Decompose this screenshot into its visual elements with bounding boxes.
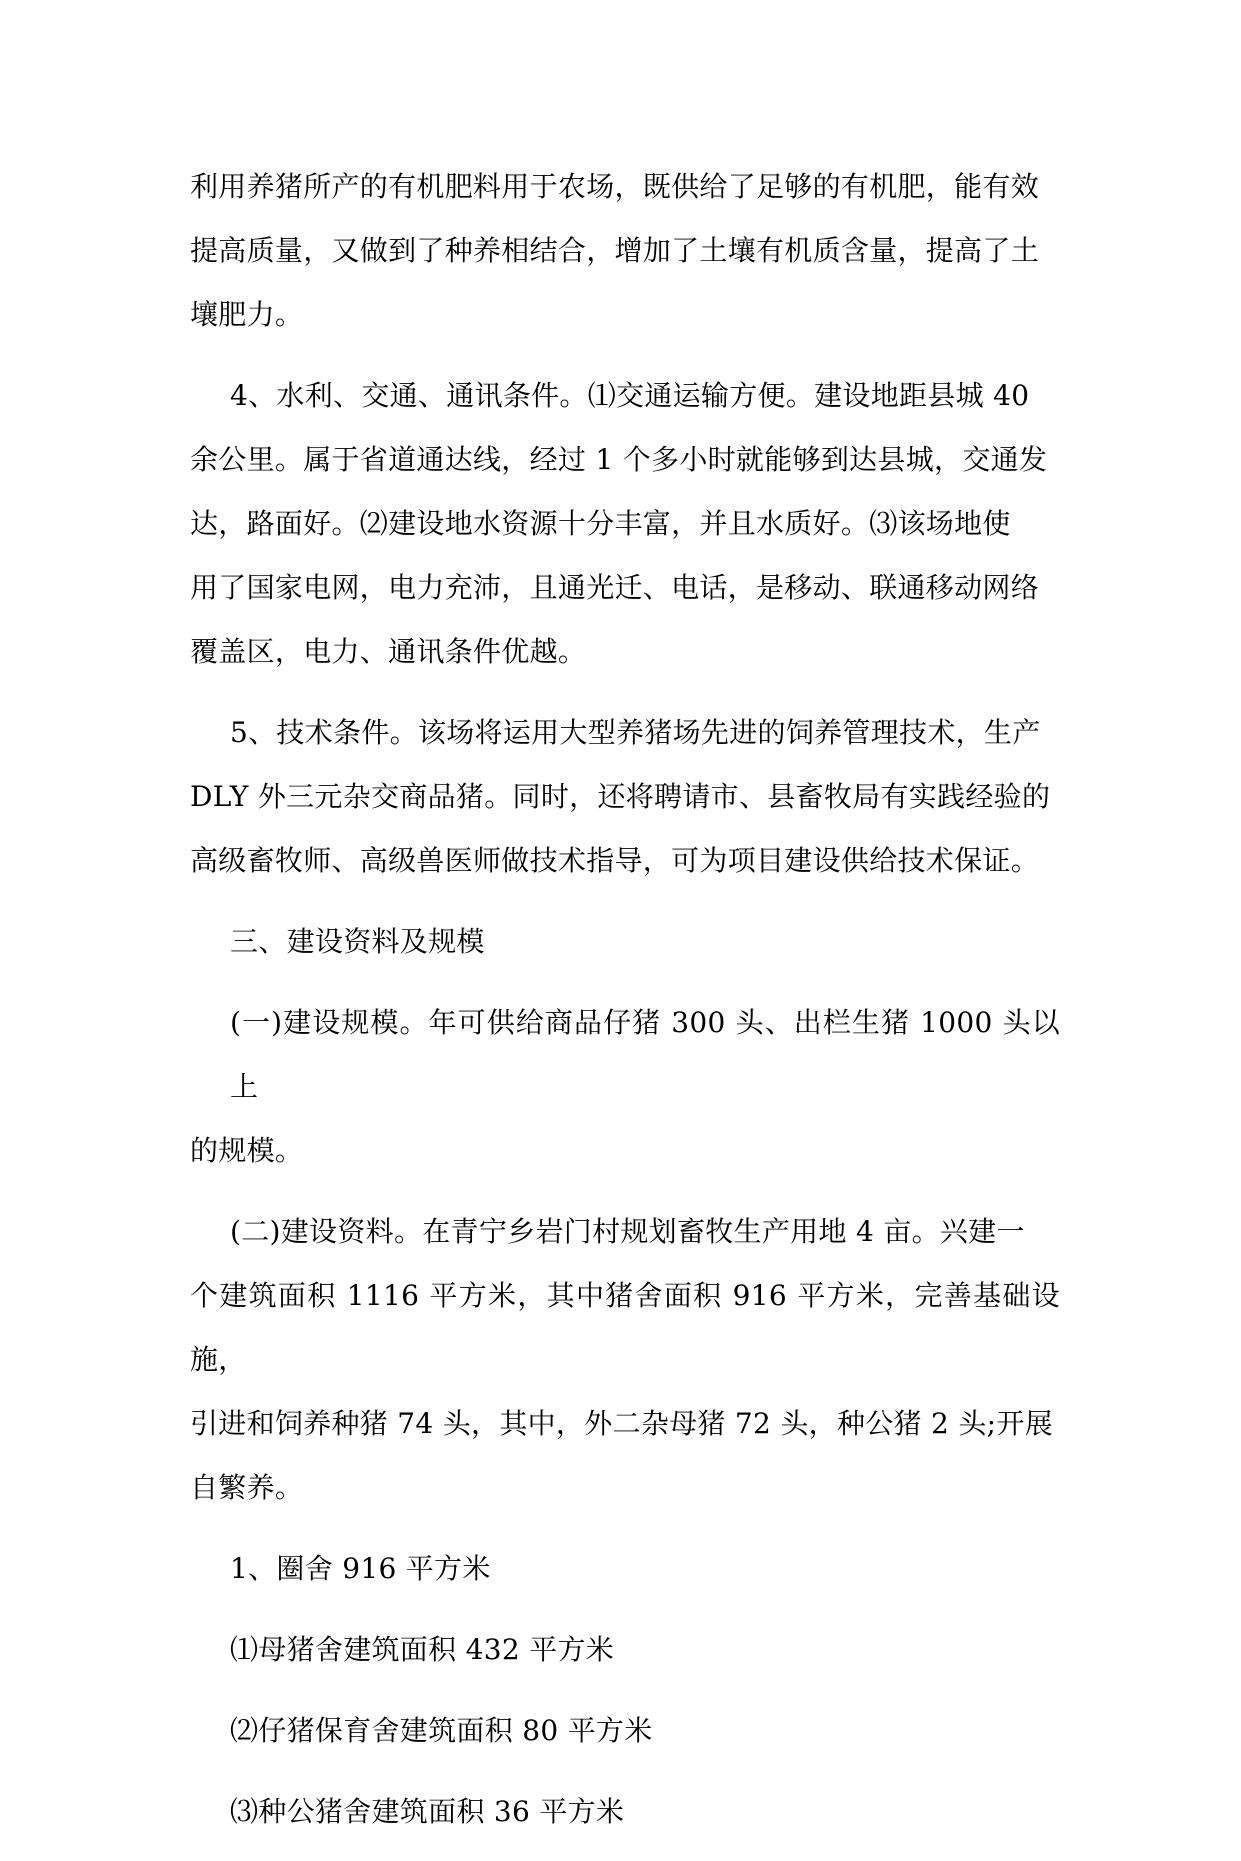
text-line: ⑶种公猪舍建筑面积 36 平方米: [230, 1795, 625, 1828]
text-line: 提高质量，又做到了种养相结合，增加了土壤有机质含量，提高了土: [190, 234, 1040, 267]
text-line: 5、技术条件。该场将运用大型养猪场先进的饲养管理技术，生产: [230, 716, 1041, 749]
list-item-pens: [190, 1537, 1060, 1601]
text-line: (一)建设规模。年可供给商品仔猪 300 头、出栏生猪 1000 头以上: [230, 1006, 1060, 1103]
paragraph-infrastructure-conditions: [190, 364, 1060, 684]
text-line: 高级畜牧师、高级兽医师做技术指导，可为项目建设供给技术保证。: [190, 844, 1040, 877]
list-item-sow-house: [190, 1618, 1060, 1682]
text-line: 余公里。属于省道通达线，经过 1 个多小时就能够到达县城，交通发: [190, 443, 1048, 476]
text-line: (二)建设资料。在青宁乡岩门村规划畜牧生产用地 4 亩。兴建一: [230, 1215, 1025, 1248]
text-line: 4、水利、交通、通讯条件。⑴交通运输方便。建设地距县城 40: [230, 379, 1030, 412]
text-line: 自繁养。: [190, 1471, 304, 1504]
text-line: 壤肥力。: [190, 298, 304, 331]
text-line: ⑵仔猪保育舍建筑面积 80 平方米: [230, 1714, 653, 1747]
text-line: 1、圈舍 916 平方米: [230, 1552, 491, 1585]
text-line: 达，路面好。⑵建设地水资源十分丰富，并且水质好。⑶该场地使: [190, 507, 1011, 540]
paragraph-construction-content: [190, 1200, 1060, 1520]
text-line: 的规模。: [190, 1134, 304, 1167]
text-line: 利用养猪所产的有机肥料用于农场，既供给了足够的有机肥，能有效: [190, 170, 1040, 203]
list-item-boar-house: [190, 1780, 1060, 1844]
list-item-nursery-house: [190, 1699, 1060, 1763]
text-line: ⑴母猪舍建筑面积 432 平方米: [230, 1633, 615, 1666]
text-line: DLY 外三元杂交商品猪。同时，还将聘请市、县畜牧局有实践经验的: [190, 780, 1051, 813]
text-line: 个建筑面积 1116 平方米，其中猪舍面积 916 平方米，完善基础设施，: [190, 1279, 1060, 1376]
paragraph-organic-fertilizer: [190, 155, 1060, 347]
text-line: 三、建设资料及规模: [230, 925, 485, 958]
paragraph-construction-scale: [190, 991, 1060, 1183]
text-line: 用了国家电网，电力充沛，且通光迁、电话，是移动、联通移动网络: [190, 571, 1040, 604]
text-line: 引进和饲养种猪 74 头，其中，外二杂母猪 72 头，种公猪 2 头;开展: [190, 1407, 1054, 1440]
document-body: [190, 155, 1060, 1861]
section-heading-construction: [190, 910, 1060, 974]
text-line: 覆盖区，电力、通讯条件优越。: [190, 635, 587, 668]
paragraph-technical-conditions: [190, 701, 1060, 893]
